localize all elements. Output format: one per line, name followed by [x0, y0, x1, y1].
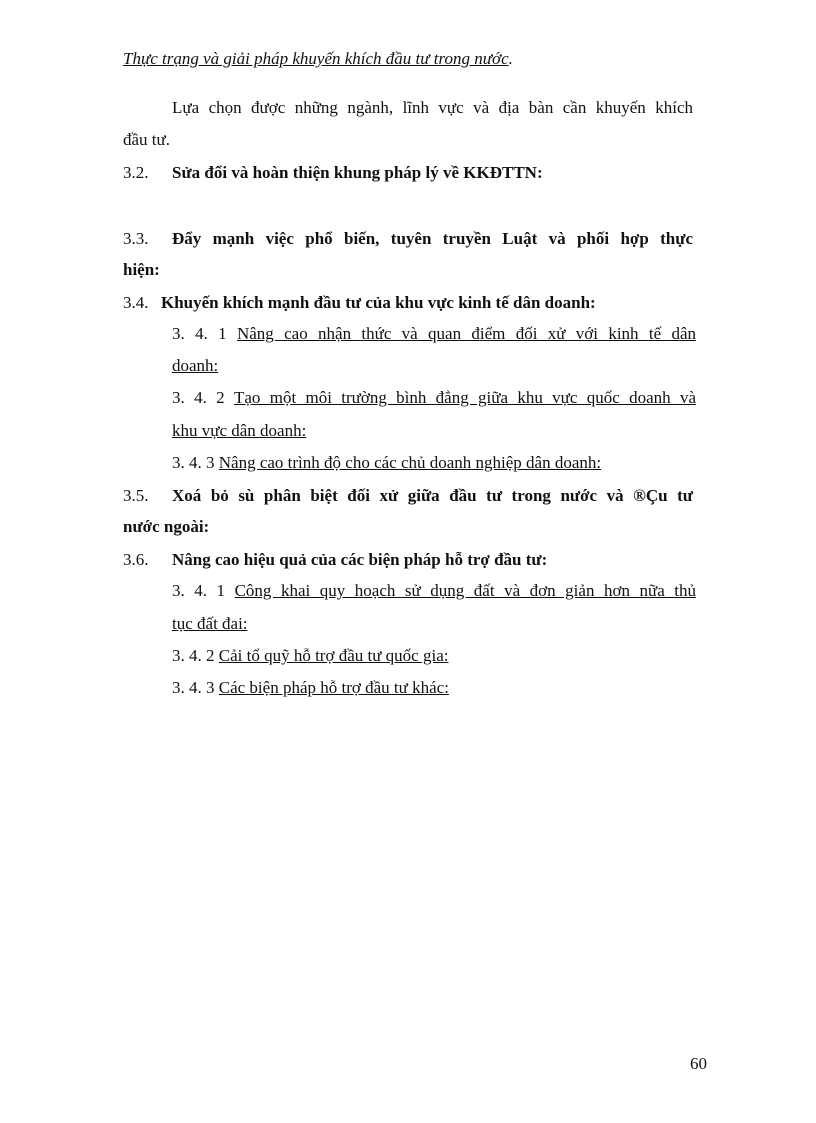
header-period: .: [508, 49, 513, 68]
subsection-3-4-3: [172, 452, 601, 474]
subsection-title: Nâng cao nhận thức và quan điểm đối xử với kinh tế dân: [236, 324, 697, 343]
section-3-3-line-1: [123, 228, 693, 250]
subsection-3-4-2-line-2: khu vực dân doanh:: [172, 421, 307, 440]
section-number: 3.4.: [123, 293, 149, 312]
section-title: Khuyến khích mạnh đầu tư của khu vực kinh tế dân doanh:: [161, 293, 596, 312]
subsection-title: Nâng cao trình độ cho các chủ doanh nghiệp dân doanh:: [218, 453, 602, 472]
section-title: Xoá bỏ sù phân biệt đối xử giữa đầu tư trong nước và ®Çu tư: [172, 486, 693, 505]
section-number: 3.2.: [123, 163, 149, 182]
section-number: 3.5.: [123, 486, 149, 505]
section-title: Đẩy mạnh việc phổ biến, tuyên truyền Luật và phối hợp thực: [172, 229, 693, 248]
subsection-3-4-1-line-2: doanh:: [172, 356, 219, 375]
section-3-5-line-1: [123, 485, 693, 507]
section-3-4: [123, 292, 596, 314]
subsection-number: 3. 4. 2: [172, 646, 215, 665]
section-title: Nâng cao hiệu quả của các biện pháp hỗ trợ đầu tư:: [172, 550, 548, 569]
subsection-3-6-1-line-1: [172, 580, 696, 602]
subsection-3-4-1-line-1: [172, 323, 696, 345]
section-3-6: [123, 549, 547, 571]
subsection-3-6-2: [172, 645, 448, 667]
subsection-number: 3. 4. 3: [172, 678, 215, 697]
subsection-title: Công khai quy hoạch sử dụng đất và đơn giản hơn nữa thủ: [234, 581, 697, 600]
section-3-2: [123, 162, 543, 184]
subsection-3-4-2-line-1: [172, 387, 696, 409]
section-number: 3.3.: [123, 229, 149, 248]
intro-line-1: Lựa chọn được những ngành, lĩnh vực và địa bàn cần khuyến khích: [172, 98, 693, 117]
section-3-3-line-2: hiện:: [123, 260, 160, 279]
subsection-number: 3. 4. 2: [172, 388, 225, 407]
section-3-5-line-2: nước ngoài:: [123, 517, 210, 536]
subsection-3-6-1-line-2: tục đất đai:: [172, 614, 248, 633]
section-title: Sửa đổi và hoàn thiện khung pháp lý về KKĐTTN:: [172, 163, 543, 182]
subsection-title: Cải tổ quỹ hỗ trợ đầu tư quốc gia:: [218, 646, 449, 665]
page-number: 60: [690, 1054, 707, 1073]
subsection-number: 3. 4. 3: [172, 453, 215, 472]
subsection-number: 3. 4. 1: [172, 581, 226, 600]
subsection-title: Các biện pháp hỗ trợ đầu tư khác:: [218, 678, 449, 697]
intro-line-2: đầu tư.: [123, 130, 170, 149]
subsection-3-6-3: [172, 677, 449, 699]
subsection-number: 3. 4. 1: [172, 324, 227, 343]
section-number: 3.6.: [123, 550, 149, 569]
running-header: [123, 48, 513, 70]
subsection-title: Tạo một môi trường bình đẳng giữa khu vực quốc doanh và: [233, 388, 697, 407]
header-title: Thực trạng và giải pháp khuyến khích đầu tư trong nước: [123, 49, 509, 68]
